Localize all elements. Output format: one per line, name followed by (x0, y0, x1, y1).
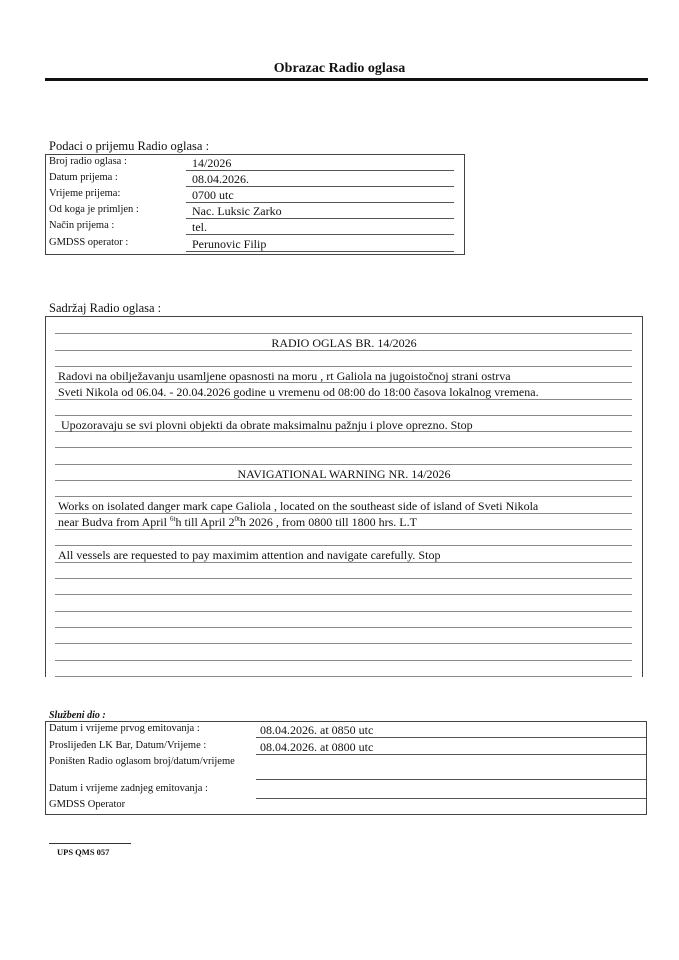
local-warning-line: Sveti Nikola od 06.04. - 20.04.2026 godine u vremenu od 08:00 do 18:00 časova lokalnog vremena. (58, 385, 539, 399)
receipt-label-from: Od koga je primljen : (49, 204, 139, 215)
official-label-first-broadcast: Datum i vrijeme prvog emitovanja : (49, 723, 200, 734)
nav-warning-line: All vessels are requested to pay maximim attention and navigate carefully. Stop (58, 548, 441, 562)
receipt-value-number: 14/2026 (192, 156, 232, 170)
receipt-value-time: 0700 utc (192, 188, 234, 202)
official-value-first-broadcast: 08.04.2026. at 0850 utc (260, 723, 374, 737)
footer-rule (49, 843, 131, 844)
local-warning-line: Upozoravaju se svi plovni objekti da obrate maksimalnu pažnju i plove oprezno. Stop (61, 418, 473, 432)
page-title: Obrazac Radio oglasa (273, 61, 406, 76)
receipt-value-method: tel. (192, 220, 207, 234)
nav-warning-line: Works on isolated danger mark cape Galiola , located on the southeast side of island of Sveti Nikola (58, 499, 539, 513)
nav-warning-line: near Budva from April $^{6t}$h till April $2^{0t}h$ 2026 , from 0800 till 1800 hrs. L.T (58, 515, 417, 529)
content-heading: Sadržaj Radio oglasa : (49, 301, 162, 315)
receipt-value-date: 08.04.2026. (192, 172, 249, 186)
receipt-label-time: Vrijeme prijema: (49, 188, 121, 199)
official-label-operator: GMDSS Operator (49, 799, 126, 810)
receipt-heading: Podaci o prijemu Radio oglasa : (49, 139, 210, 153)
receipt-label-number: Broj radio oglasa : (49, 156, 127, 167)
official-label-forwarded: Proslijeđen LK Bar, Datum/Vrijeme : (49, 740, 207, 751)
title-divider (45, 78, 648, 81)
local-warning-title: RADIO OGLAS BR. 14/2026 (271, 336, 417, 350)
local-warning-line: Radovi na obilježavanju usamljene opasnosti na moru , rt Galiola na jugoistočnoj strani ostrva (58, 369, 511, 383)
receipt-label-date: Datum prijema : (49, 172, 118, 183)
form-code: UPS QMS 057 (57, 847, 110, 857)
receipt-value-operator: Perunovic Filip (192, 237, 267, 251)
receipt-label-method: Način prijema : (49, 220, 115, 231)
receipt-value-from: Nac. Luksic Zarko (192, 204, 282, 218)
receipt-label-operator: GMDSS operator : (49, 237, 129, 248)
content-box (45, 316, 643, 677)
official-value-forwarded: 08.04.2026. at 0800 utc (260, 740, 374, 754)
official-heading: Službeni dio : (49, 710, 106, 721)
official-box (45, 721, 647, 815)
nav-warning-title: NAVIGATIONAL WARNING NR. 14/2026 (237, 467, 451, 481)
receipt-box (45, 154, 465, 255)
official-label-cancelled: Poništen Radio oglasom broj/datum/vrijeme (49, 756, 235, 767)
official-label-last-broadcast: Datum i vrijeme zadnjeg emitovanja : (49, 783, 208, 794)
